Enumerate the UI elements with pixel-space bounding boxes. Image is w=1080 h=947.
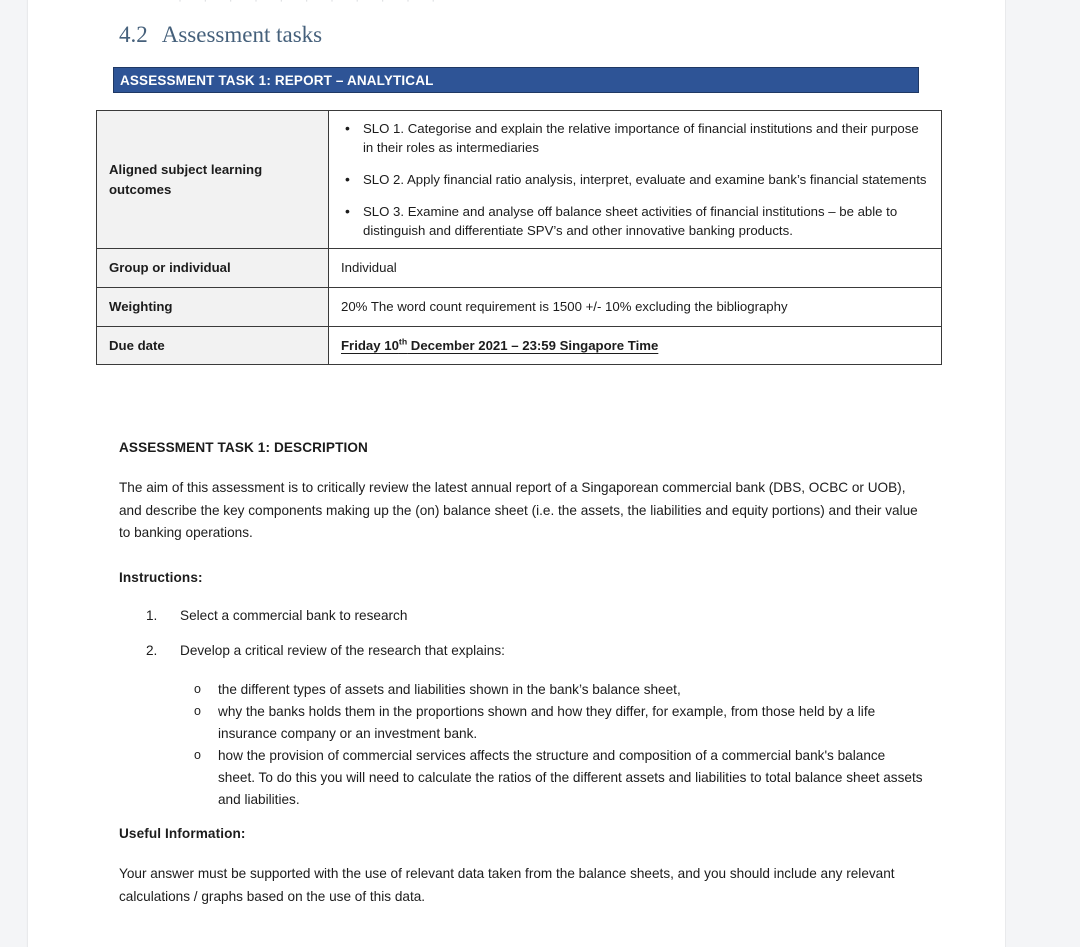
list-item-text: the different types of assets and liabilities shown in the bank’s balance sheet, (218, 681, 681, 697)
useful-information-title: Useful Information: (119, 826, 246, 841)
list-item (180, 701, 925, 745)
page-title (119, 22, 322, 48)
instructions-section (119, 570, 925, 811)
row-label-weighting: Weighting (97, 287, 329, 326)
due-date-after: December 2021 – 23:59 Singapore Time (407, 337, 659, 353)
section-number: 4.2 (119, 22, 148, 47)
table-row (97, 287, 942, 326)
row-value-aligned-outcomes (329, 111, 942, 249)
row-value-due-date (329, 326, 942, 365)
list-item (180, 679, 925, 701)
row-value-group-or-individual: Individual (329, 249, 942, 288)
instructions-sub-list (180, 679, 925, 811)
table-row (97, 111, 942, 249)
list-item-text: how the provision of commercial services affects the structure and composition of a commercial bank's balance sheet. To do this you will need to calculate the ratios of the different assets and liabilities to total balance sheet assets and liabilities. (218, 747, 923, 807)
list-item (180, 745, 925, 811)
instructions-title: Instructions: (119, 570, 203, 585)
description-paragraph: The aim of this assessment is to critically review the latest annual report of a Singaporean commercial bank (DBS, OCBC or UOB), and describe the key components making up the (on) balance sheet (i.e. the assets, the liabilities and equity portions) and their value to banking operations. (119, 480, 918, 541)
list-marker: 1. (146, 608, 158, 623)
row-label-due-date: Due date (97, 326, 329, 365)
useful-information-section (119, 826, 925, 908)
list-marker: o (194, 747, 201, 762)
due-date-before: Friday 10 (341, 337, 399, 353)
section-title: Assessment tasks (161, 22, 323, 47)
list-marker: o (194, 703, 201, 718)
list-item: • SLO 3. Examine and analyse off balance sheet activities of financial institutions – be able to distinguish and differentiate SPV’s and other innovative banking products. (361, 202, 927, 240)
row-value-weighting: 20% The word count requirement is 1500 +/- 10% excluding the bibliography (329, 287, 942, 326)
list-marker: 2. (146, 642, 158, 658)
list-item-text: Develop a critical review of the research that explains: (180, 642, 505, 658)
table-row (97, 249, 942, 288)
document-page (28, 0, 1005, 947)
clipped-top-text: · · · · · · · · · · · (178, 0, 445, 7)
instructions-numbered-list (119, 605, 925, 662)
row-label-group-or-individual: Group or individual (97, 249, 329, 288)
list-item: • SLO 1. Categorise and explain the relative importance of financial institutions and their purpose in their roles as intermediaries (361, 119, 927, 157)
slo-bullet-list (341, 119, 927, 240)
list-item (119, 640, 925, 662)
list-item: • SLO 2. Apply financial ratio analysis, interpret, evaluate and examine bank’s financial statements (361, 170, 927, 189)
due-date-text (341, 338, 658, 353)
due-date-ordinal-suffix: th (398, 336, 408, 347)
list-item (119, 605, 925, 627)
list-marker: o (194, 681, 201, 696)
list-item-text: why the banks holds them in the proportions shown and how they differ, for example, from those held by a life insurance company or an investment bank. (218, 703, 876, 741)
assessment-details-table (96, 110, 942, 365)
row-label-aligned-outcomes: Aligned subject learning outcomes (97, 111, 329, 249)
useful-information-paragraph: Your answer must be supported with the use of relevant data taken from the balance sheets, and you should include any relevant calculations / graphs based on the use of this data. (119, 866, 895, 904)
description-title: ASSESSMENT TASK 1: DESCRIPTION (119, 440, 368, 455)
description-section (119, 440, 925, 545)
assessment-task-banner: ASSESSMENT TASK 1: REPORT – ANALYTICAL (113, 67, 919, 93)
table-row (97, 326, 942, 365)
list-item-text: Select a commercial bank to research (180, 608, 408, 623)
